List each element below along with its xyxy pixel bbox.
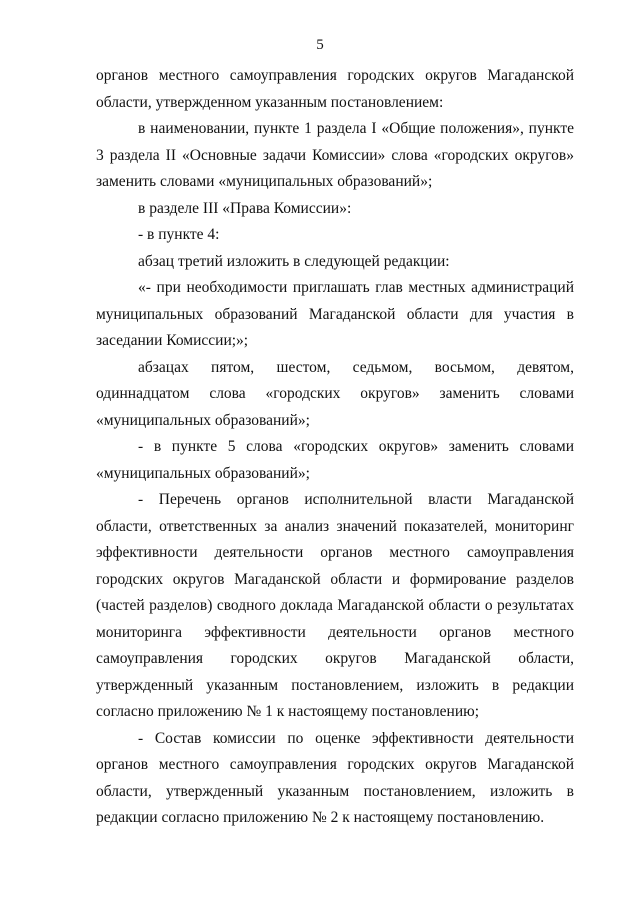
paragraph-commission-composition: - Состав комиссии по оценке эффективности деятельности органов местного самоуправления городских округов Магаданской области, утвержденный указанным постановлением, изложить в редакции согласно приложению № 2 к настоящему постановлению.: [96, 729, 574, 826]
paragraph-item-4: - в пункте 4:: [138, 226, 220, 243]
paragraph-continuation: органов местного самоуправления городских округов Магаданской области, утвержденном указанным постановлением:: [96, 67, 574, 111]
paragraph-item-5: - в пункте 5 слова «городских округов» заменить словами «муниципальных образований»;: [96, 438, 574, 482]
paragraph-abzac-3: абзац третий изложить в следующей редакции:: [138, 252, 450, 270]
paragraph-section-3: в разделе III «Права Комиссии»:: [138, 199, 352, 217]
paragraph-list-organs: - Перечень органов исполнительной власти Магаданской области, ответственных за анализ значений показателей, мониторинг эффективности деятельности органов местного самоуправления городских округов Магаданской области и формирование разделов (частей разделов) сводного доклада Магаданской области о результатах мониторинга эффективности деятельности органов местного самоуправления городских округов Магаданской области, утвержденный указанным постановлением, изложить в редакции согласно приложению № 1 к настоящему постановлению;: [96, 491, 574, 720]
paragraph-quote-invite: «- при необходимости приглашать глав местных администраций муниципальных образований Магаданской области для участия в заседании Комиссии;»;: [96, 279, 574, 349]
page-number: 5: [316, 37, 324, 53]
paragraph-naming-change: в наименовании, пункте 1 раздела I «Общие положения», пункте 3 раздела II «Основные задачи Комиссии» слова «городских округов» заменить словами «муниципальных образований»;: [96, 120, 574, 190]
paragraph-abzacs-5-11: абзацах пятом, шестом, седьмом, восьмом, девятом, одиннадцатом слова «городских округов» заменить словами «муниципальных образований»;: [96, 358, 574, 429]
document-body: [96, 63, 574, 832]
